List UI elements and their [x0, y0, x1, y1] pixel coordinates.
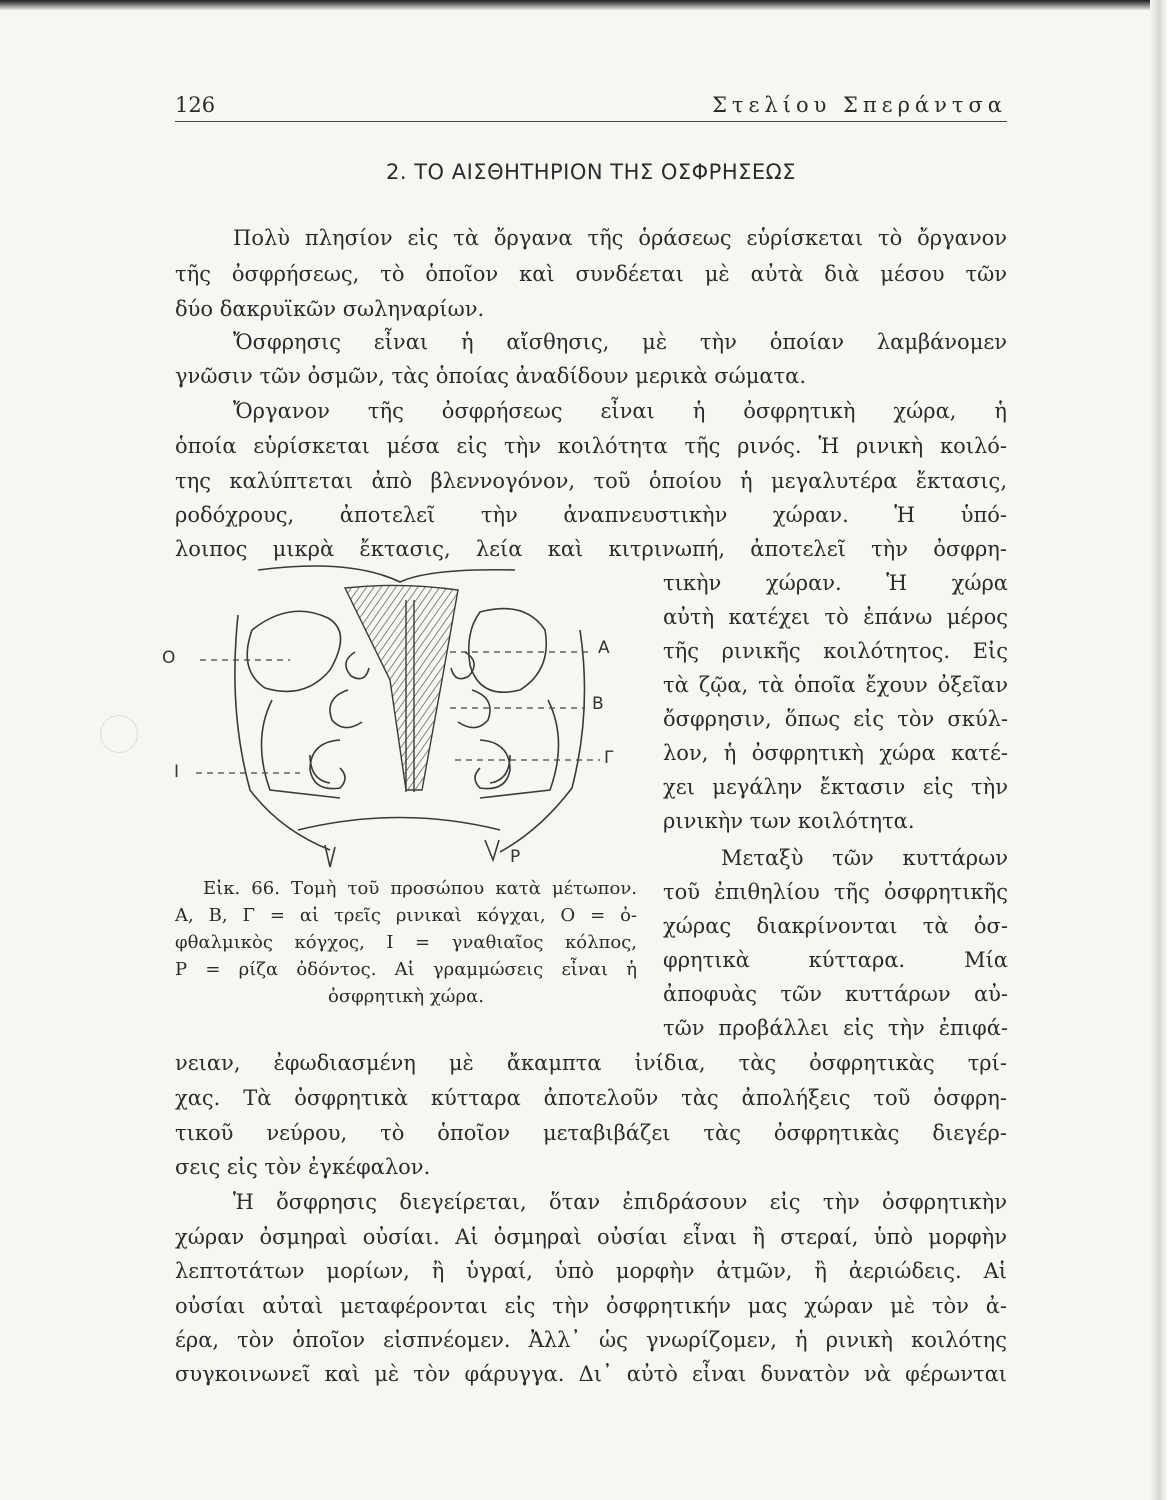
figure-caption-line: Εἰκ. 66. Τομὴ τοῦ προσώπου κατὰ μέτωπον.	[203, 878, 637, 899]
text-line: Ὄσφρησις εἶναι ἡ αἴσθησις, μὲ τὴν ὁποίαν λαμβάνομεν	[233, 330, 1007, 354]
text-line: λον, ἡ ὀσφρητικὴ χώρα κατέ-	[663, 741, 1008, 765]
text-line: χας. Τὰ ὀσφρητικὰ κύτταρα ἀποτελοῦν τὰς ἀπολήξεις τοῦ ὀσφρη-	[175, 1086, 1007, 1110]
text-line: Μεταξὺ τῶν κυττάρων	[721, 846, 1008, 870]
figure-label-b: B	[592, 694, 604, 714]
scan-top-edge	[0, 0, 1168, 10]
figure-label-a: A	[598, 638, 610, 658]
text-line: ὁποία εὑρίσκεται μέσα εἰς τὴν κοιλότητα τῆς ρινός. Ἡ ρινικὴ κοιλό-	[175, 434, 1007, 458]
text-line: τὰ ζῷα, τὰ ὁποῖα ἔχουν ὀξεῖαν	[663, 673, 1008, 697]
figure-label-gamma: Γ	[604, 748, 614, 768]
scan-right-edge	[1150, 0, 1168, 1500]
text-line: τῆς ὀσφρήσεως, τὸ ὁποῖον καὶ συνδέεται μὲ αὐτὰ διὰ μέσου τῶν	[175, 262, 1007, 286]
text-line: συγκοινωνεῖ καὶ μὲ τὸν φάρυγγα. Δι᾽ αὐτὸ εἶναι δυνατὸν νὰ φέρωνται	[175, 1362, 1007, 1386]
text-line: έρα, τὸν ὁποῖον εἰσπνέομεν. Ἀλλ᾽ ὡς γνωρίζομεν, ἡ ρινικὴ κοιλότης	[175, 1328, 1007, 1352]
text-line: ὄσφρησιν, ὅπως εἰς τὸν σκύλ-	[663, 707, 1008, 731]
figure-label-p: P	[510, 847, 521, 867]
figure-drawing	[180, 560, 635, 870]
text-line: τικὴν χώραν. Ἡ χώρα	[663, 571, 1008, 595]
figure-caption-line: φθαλμικὸς κόγχος, Ι = γναθιαῖος κόλπος,	[175, 932, 637, 953]
text-line: οὐσίαι αὐταὶ μεταφέρονται εἰς τὴν ὀσφρητικήν μας χώραν μὲ τὸν ἀ-	[175, 1294, 1007, 1318]
text-line: νειαν, ἐφωδιασμένη μὲ ἄκαμπτα ἰνίδια, τὰς ὀσφρητικὰς τρί-	[175, 1051, 1007, 1075]
text-line: χώρας διακρίνονται τὰ ὀσ-	[663, 914, 1008, 938]
text-line: ρινικὴν των κοιλότητα.	[663, 809, 915, 833]
text-line: Ἡ ὄσφρησις διεγείρεται, ὅταν ἐπιδράσουν εἰς τὴν ὀσφρητικὴν	[233, 1190, 1007, 1214]
text-line: ἀποφυὰς τῶν κυττάρων αὐ-	[663, 982, 1008, 1006]
figure-caption-line: ὀσφρητικὴ χώρα.	[328, 986, 484, 1007]
nasal-cross-section-figure	[162, 560, 635, 870]
text-line: φρητικὰ κύτταρα. Μία	[663, 948, 1008, 972]
text-line: χώραν ὀσμηραὶ οὐσίαι. Αἱ ὀσμηραὶ οὐσίαι εἶναι ἢ στεραί, ὑπὸ μορφὴν	[175, 1225, 1007, 1249]
text-line: της καλύπτεται ἀπὸ βλεννογόνον, τοῦ ὁποίου ἡ μεγαλυτέρα ἔκτασις,	[175, 469, 1007, 493]
figure-caption-line: Ρ = ρίζα ὀδόντος. Αἱ γραμμώσεις εἶναι ἡ	[175, 959, 637, 980]
text-line: τικοῦ νεύρου, τὸ ὁποῖον μεταβιβάζει τὰς ὀσφρητικὰς διεγέρ-	[175, 1121, 1007, 1145]
text-line: αὐτὴ κατέχει τὸ ἐπάνω μέρος	[663, 605, 1008, 629]
page-number: 126	[175, 93, 216, 117]
text-line: δύο δακρυϊκῶν σωληναρίων.	[175, 297, 485, 321]
figure-label-i: I	[174, 762, 180, 782]
faint-margin-stamp	[100, 715, 138, 753]
figure-label-o: O	[162, 648, 176, 668]
text-line: ροδόχρους, ἀποτελεῖ τὴν ἀναπνευστικὴν χώραν. Ἡ ὑπό-	[175, 503, 1007, 527]
text-line: γνῶσιν τῶν ὀσμῶν, τὰς ὁποίας ἀναδίδουν μερικὰ σώματα.	[175, 364, 807, 388]
text-line: Πολὺ πλησίον εἰς τὰ ὄργανα τῆς ὁράσεως εὑρίσκεται τὸ ὄργανον	[233, 226, 1007, 250]
running-head	[175, 93, 1007, 122]
figure-caption-line: Α, Β, Γ = αἱ τρεῖς ρινικαὶ κόγχαι, Ο = ὀ-	[175, 905, 637, 926]
section-title: 2. ΤΟ ΑΙΣΘΗΤΗΡΙΟΝ ΤΗΣ ΟΣΦΡΗΣΕΩΣ	[386, 160, 796, 184]
text-line: σεις εἰς τὸν ἐγκέφαλον.	[175, 1155, 431, 1179]
text-line: τῶν προβάλλει εἰς τὴν ἐπιφά-	[663, 1016, 1008, 1040]
text-line: χει μεγάλην ἔκτασιν εἰς τὴν	[663, 775, 1008, 799]
text-line: τῆς ρινικῆς κοιλότητος. Εἰς	[663, 639, 1008, 663]
running-head-author: Στελίου Σπεράντσα	[712, 93, 1007, 117]
text-line: τοῦ ἐπιθηλίου τῆς ὀσφρητικῆς	[663, 880, 1008, 904]
text-line: λοιπος μικρὰ ἔκτασις, λεία καὶ κιτρινωπή, ἀποτελεῖ τὴν ὀσφρη-	[175, 537, 1007, 561]
text-line: λεπτοτάτων μορίων, ἢ ὑγραί, ὑπὸ μορφὴν ἀτμῶν, ἢ ἀεριώδεις. Αἱ	[175, 1259, 1007, 1283]
text-line: Ὄργανον τῆς ὀσφρήσεως εἶναι ἡ ὀσφρητικὴ χώρα, ἡ	[233, 399, 1007, 423]
